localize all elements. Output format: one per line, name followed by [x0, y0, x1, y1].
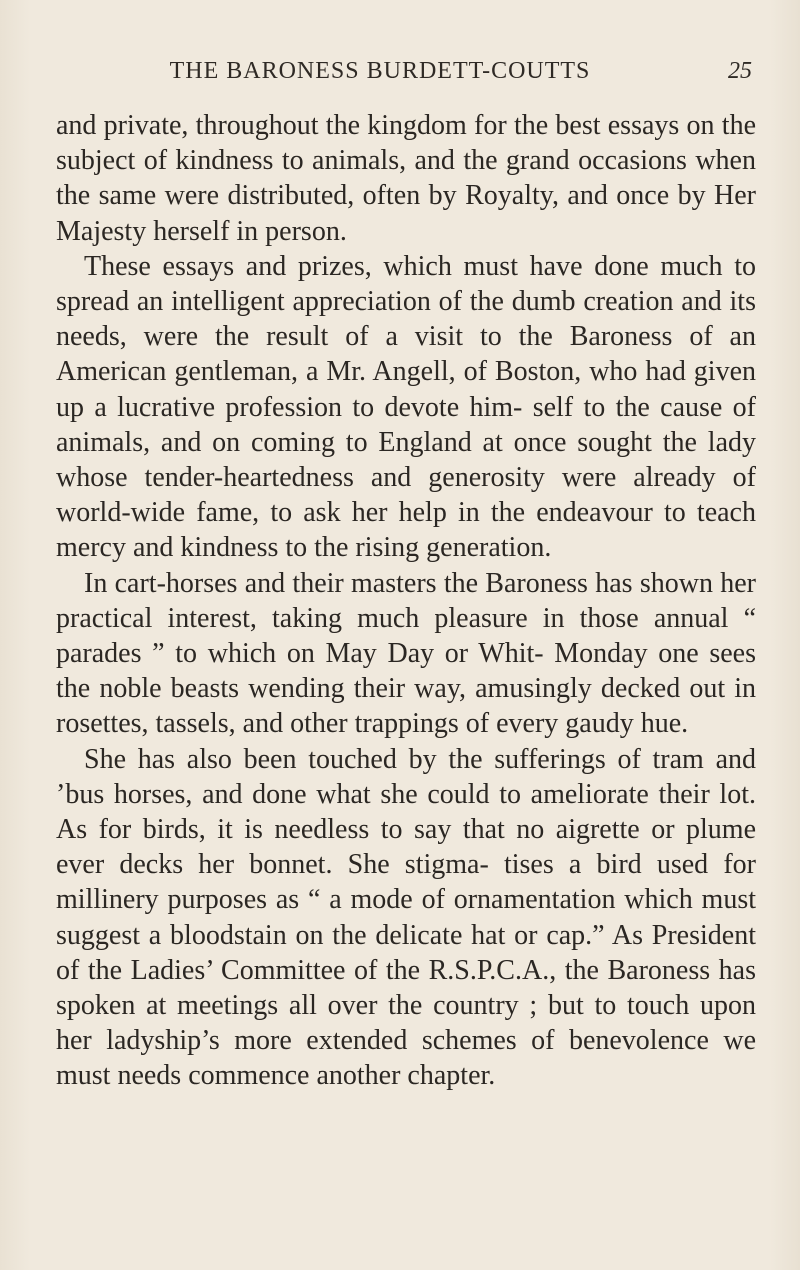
paragraph-4: She has also been touched by the sufferings of tram and ’bus horses, and done what she could to ameliorate their lot. As for birds, it is needless to say that no aigrette or plume ever decks her bonnet. She stigma- tises a bird used for millinery purposes as “ a mode of ornamentation which must suggest a bloodstain on the delicate hat or cap.” As President of the Ladies’ Committee of the R.S.P.C.A., the Baroness has spoken at meetings all over the country ; but to touch upon her ladyship’s more extended schemes of benevolence we must needs commence another chapter. — [56, 743, 756, 1092]
page-header — [0, 58, 800, 90]
paragraph-1: and private, throughout the kingdom for the best essays on the subject of kindness to animals, and the grand occasions when the same were distributed, often by Royalty, and once by Her Majesty herself in person. — [56, 110, 756, 247]
paragraph-3: In cart-horses and their masters the Baroness has shown her practical interest, taking much pleasure in those annual “ parades ” to which on May Day or Whit- Monday one sees the noble beasts wending their way, amusingly decked out in rosettes, tassels, and other trappings of every gaudy hue. — [56, 567, 756, 740]
page-number: 25 — [728, 58, 752, 84]
paragraph-2: These essays and prizes, which must have done much to spread an intelligent appreciation of the dumb creation and its needs, were the result of a visit to the Baroness of an American gentleman, a Mr. Angell, of Boston, who had given up a lucrative profession to devote him- self to the cause of animals, and on coming to England at once sought the lady whose tender-heartedness and generosity were already of world-wide fame, to ask her help in the endeavour to teach mercy and kindness to the rising generation. — [56, 250, 756, 564]
running-head: THE BARONESS BURDETT-COUTTS — [169, 58, 591, 84]
body-text — [56, 108, 756, 1094]
